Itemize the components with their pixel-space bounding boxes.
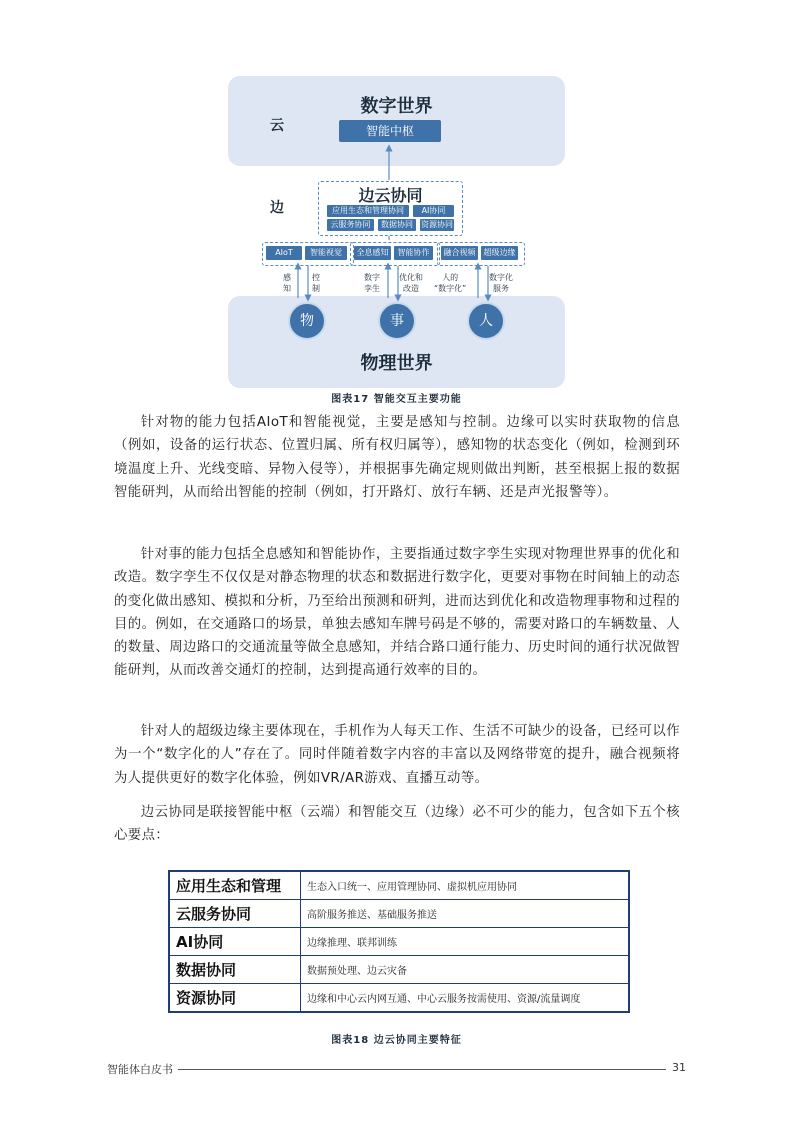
table-key-cell: 数据协同 [169, 956, 301, 984]
flow-label-service: 数字化 服务 [489, 273, 513, 293]
flow-label-perceive: 感 知 [283, 273, 291, 293]
edge-cloud-collab-title: 边云协同 [358, 186, 423, 205]
group-people-item-super-edge: 超级边缘 [481, 246, 518, 260]
group-things-item-aiot: AIoT [266, 246, 302, 260]
table-key-cell: 应用生态和管理 [169, 871, 301, 900]
table-row [169, 900, 629, 928]
footer-divider [178, 1069, 666, 1070]
edge-layer-label: 边 [270, 200, 284, 216]
footer-doc-title: 智能体白皮书 [107, 1063, 173, 1076]
group-people-item-video: 融合视频 [441, 246, 478, 260]
cloud-layer-label: 云 [270, 118, 284, 134]
group-events-item-collab: 智能协作 [394, 246, 433, 260]
module-cloud-service: 云服务协同 [327, 219, 374, 231]
flow-label-twin: 数字 孪生 [364, 273, 380, 293]
table-row [169, 871, 629, 900]
intelligent-hub-box: 智能中枢 [339, 120, 441, 142]
table-row [169, 928, 629, 956]
flow-label-control: 控 制 [312, 273, 320, 293]
flow-label-optimize: 优化和 改造 [399, 273, 423, 293]
figure17-arrows [0, 0, 793, 400]
table18-caption: 图表18 边云协同主要特征 [331, 1035, 462, 1046]
paragraph-things: 针对物的能力包括AIoT和智能视觉，主要是感知与控制。边缘可以实时获取物的信息（例如，设备的运行状态、位置归属、所有权归属等），感知物的状态变化（例如，检测到环境温度上升、光线变暗、异物入侵等），并根据事先确定规则做出判断，甚至根据上报的数据智能研判，从而给出智能的控制（例如，打开路灯、放行车辆、还是声光报警等）。 [114, 415, 680, 500]
digital-world-title: 数字世界 [360, 96, 433, 117]
table-row [169, 984, 629, 1013]
module-data-collab: 数据协同 [378, 219, 416, 231]
table-value-cell: 生态入口统一、应用管理协同、虚拟机应用协同 [301, 871, 630, 900]
table-value-cell: 边缘和中心云内网互通、中心云服务按需使用、资源/流量调度 [301, 984, 630, 1013]
physical-world-title: 物理世界 [360, 353, 433, 374]
figure17-caption: 图表17 智能交互主要功能 [331, 394, 462, 405]
group-events-item-holographic: 全息感知 [354, 246, 391, 260]
table-value-cell: 数据预处理、边云灾备 [301, 956, 630, 984]
table-value-cell: 边缘推理、联邦训练 [301, 928, 630, 956]
table-row [169, 956, 629, 984]
table-key-cell: 资源协同 [169, 984, 301, 1013]
table-value-cell: 高阶服务推送、基础服务推送 [301, 900, 630, 928]
entity-person-circle: 人 [467, 302, 505, 340]
page-number: 31 [672, 1061, 686, 1074]
flow-label-person: 人的 “数字化” [434, 273, 467, 293]
entity-thing-circle: 物 [288, 302, 326, 340]
module-ai-collab: AI协同 [413, 205, 454, 217]
paragraph-people: 针对人的超级边缘主要体现在，手机作为人每天工作、生活不可缺少的设备，已经可以作为一个“数字化的人”存在了。同时伴随着数字内容的丰富以及网络带宽的提升，融合视频将为人提供更好的数字化体验，例如VR/AR游戏、直播互动等。 [114, 724, 680, 786]
module-resource-collab: 资源协同 [421, 220, 453, 229]
edge-cloud-features-table [168, 870, 630, 1013]
paragraph-edge-cloud: 边云协同是联接智能中枢（云端）和智能交互（边缘）必不可少的能力，包含如下五个核心要点： [114, 805, 680, 844]
entity-event-circle: 事 [378, 302, 416, 340]
group-things-item-vision: 智能视觉 [305, 246, 347, 260]
table-key-cell: 云服务协同 [169, 900, 301, 928]
paragraph-events: 针对事的能力包括全息感知和智能协作，主要指通过数字孪生实现对物理世界事的优化和改造。数字孪生不仅仅是对静态物理的状态和数据进行数字化，更要对事物在时间轴上的动态的变化做出感知、模拟和分析，乃至给出预测和研判，进而达到优化和改造物理事物和过程的目的。例如，在交通路口的场景，单独去感知车牌号码是不够的，需要对路口的车辆数量、人的数量、周边路口的交通流量等做全息感知，并结合路口通行能力、历史时间的通行状况做智能研判，从而改善交通灯的控制，达到提高通行效率的目的。 [114, 547, 680, 679]
table-key-cell: AI协同 [169, 928, 301, 956]
module-app-ecosystem: 应用生态和管理协同 [327, 205, 409, 217]
